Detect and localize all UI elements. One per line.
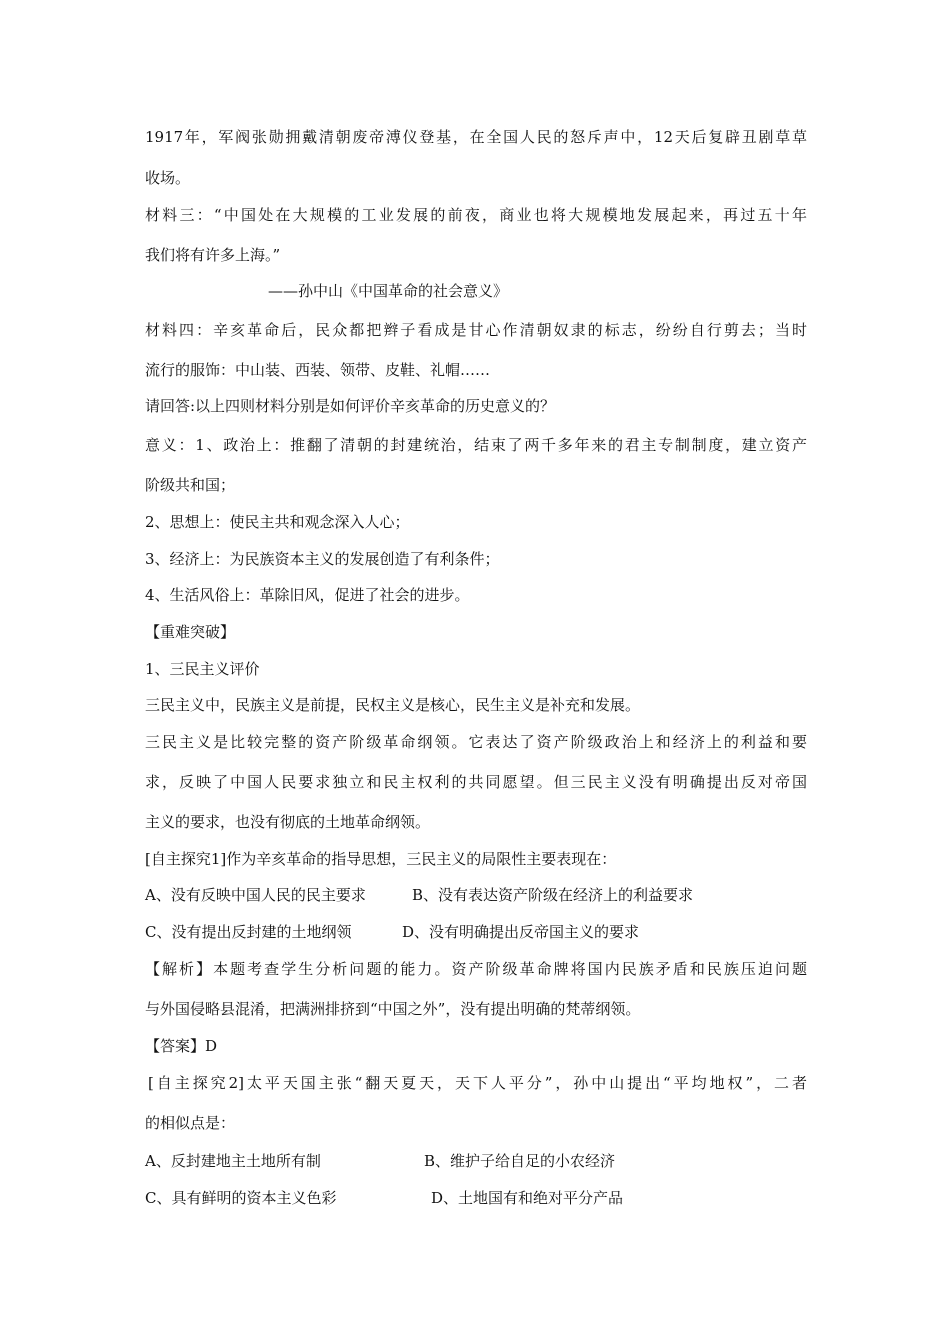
answer: 【答案】D <box>145 1037 218 1055</box>
analysis-line-2: 与外国侵略县混淆，把满洲排挤到“中国之外”，没有提出明确的梵蒂纲领。 <box>145 1000 641 1018</box>
exercise-1-option-d: D、没有明确提出反帝国主义的要求 <box>402 923 640 941</box>
significance-customs: 4、生活风俗上：革除旧风，促进了社会的进步。 <box>145 586 470 604</box>
exercise-2-option-c: C、具有鲜明的资本主义色彩 <box>145 1189 337 1207</box>
material-three-line-2: 我们将有许多上海。” <box>145 246 281 264</box>
exercise-1-option-c: C、没有提出反封建的土地纲领 <box>145 923 352 941</box>
exercise-1-option-b: B、没有表达资产阶级在经济上的利益要求 <box>412 886 694 904</box>
material-four-line-1: 材料四：辛亥革命后，民众都把辫子看成是甘心作清朝奴隶的标志，纷纷自行剪去；当时 <box>145 321 807 339</box>
three-principles-summary: 三民主义中，民族主义是前提，民权主义是核心，民生主义是补充和发展。 <box>145 696 641 714</box>
significance-line-1: 意义：1、政治上：推翻了清朝的封建统治，结束了两千多年来的君主专制制度，建立资产 <box>145 436 807 454</box>
evaluation-line-3: 主义的要求，也没有彻底的土地革命纲领。 <box>145 813 431 831</box>
exercise-2-option-d: D、土地国有和绝对平分产品 <box>431 1189 624 1207</box>
material-three-line-1: 材料三：“中国处在大规模的工业发展的前夜，商业也将大规模地发展起来，再过五十年 <box>145 206 807 224</box>
evaluation-line-1: 三民主义是比较完整的资产阶级革命纲领。它表达了资产阶级政治上和经济上的利益和要 <box>145 733 807 751</box>
question-prompt: 请回答:以上四则材料分别是如何评价辛亥革命的历史意义的？ <box>145 397 556 415</box>
evaluation-line-2: 求，反映了中国人民要求独立和民主权利的共同愿望。但三民主义没有明确提出反对帝国 <box>145 773 807 791</box>
material-three-source: ——孙中山《中国革命的社会意义》 <box>268 282 509 300</box>
material-two-line-1: 1917年，军阀张勋拥戴清朝废帝溥仪登基，在全国人民的怒斥声中，12天后复辟丑剧草草 <box>145 128 807 146</box>
exercise-1-option-a: A、没有反映中国人民的民主要求 <box>145 886 366 904</box>
exercise-2-question-line-1: [自主探究2]太平天国主张“翻天夏天，天下人平分”，孙中山提出“平均地权”，二者 <box>148 1074 807 1092</box>
significance-line-2: 阶级共和国； <box>145 476 236 494</box>
material-two-line-2: 收场。 <box>145 169 191 187</box>
subsection-heading: 1、三民主义评价 <box>145 660 260 678</box>
exercise-2-option-a: A、反封建地主土地所有制 <box>145 1152 321 1170</box>
exercise-1-question: [自主探究1]作为辛亥革命的指导思想，三民主义的局限性主要表现在： <box>145 850 617 868</box>
analysis-line-1: 【解析】本题考查学生分析问题的能力。资产阶级革命牌将国内民族矛盾和民族压迫问题 <box>145 960 807 978</box>
section-heading: 【重难突破】 <box>145 623 236 641</box>
exercise-2-option-b: B、维护子给自足的小农经济 <box>424 1152 616 1170</box>
significance-thought: 2、思想上：使民主共和观念深入人心； <box>145 513 410 531</box>
material-four-line-2: 流行的服饰：中山装、西装、领带、皮鞋、礼帽…… <box>145 361 491 379</box>
exercise-2-question-line-2: 的相似点是： <box>145 1114 236 1132</box>
significance-economy: 3、经济上：为民族资本主义的发展创造了有利条件； <box>145 550 500 568</box>
